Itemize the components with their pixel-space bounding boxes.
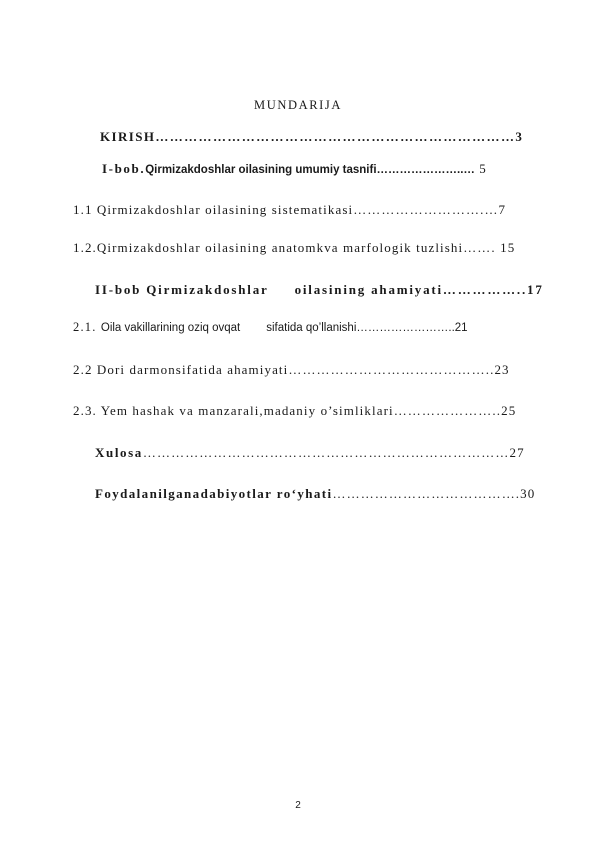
- chapter-1-prefix: I-bob.: [102, 161, 146, 176]
- section-2-1-part1: Oila vakillarining oziq ovqat: [100, 322, 241, 334]
- toc-entry-1-1: 1.1 Qirmizakdoshlar oilasining sistematikasi……………………….…7: [73, 202, 507, 217]
- xulosa-label: Xulosa: [95, 445, 143, 460]
- toc-entry-2-3: 2.3. Yem hashak va manzarali,madaniy o’simliklari…………………..25: [73, 403, 517, 418]
- toc-entry-chapter-1: [102, 161, 487, 177]
- toc-entry-kirish: KIRISH…………………………………………………………………3: [100, 129, 524, 144]
- page-number: 2: [295, 800, 301, 811]
- toc-entry-chapter-2: [95, 282, 544, 298]
- chapter-2-title-part1: II-bob Qirmizakdoshlar: [95, 282, 269, 297]
- toc-entry-references: [95, 486, 535, 502]
- toc-entry-2-2: 2.2 Dori darmonsifatida ahamiyati……………………………………..23: [73, 362, 510, 377]
- references-label: Foydalanilganadabiyotlar ro‘yhati: [95, 486, 333, 501]
- toc-entry-xulosa: [95, 445, 525, 461]
- chapter-1-page: 5: [474, 161, 487, 176]
- xulosa-dots: ……………………………………………………………………27: [142, 445, 525, 460]
- section-2-1-part2: sifatida qo’llanishi……………………..21: [266, 322, 468, 334]
- toc-entry-2-1: [73, 320, 468, 335]
- references-dots: ………………………………….30: [332, 486, 536, 501]
- chapter-2-title-part2: oilasining ahamiyati……………..17: [294, 282, 544, 297]
- chapter-1-title: Qirmizakdoshlar oilasining umumiy tasnifi…………………..…: [145, 164, 475, 176]
- document-title: MUNDARIJA: [253, 98, 342, 112]
- toc-entry-1-2: 1.2.Qirmizakdoshlar oilasining anatomkva marfologik tuzlishi……. 15: [73, 240, 516, 255]
- section-2-1-number: 2.1.: [73, 320, 101, 334]
